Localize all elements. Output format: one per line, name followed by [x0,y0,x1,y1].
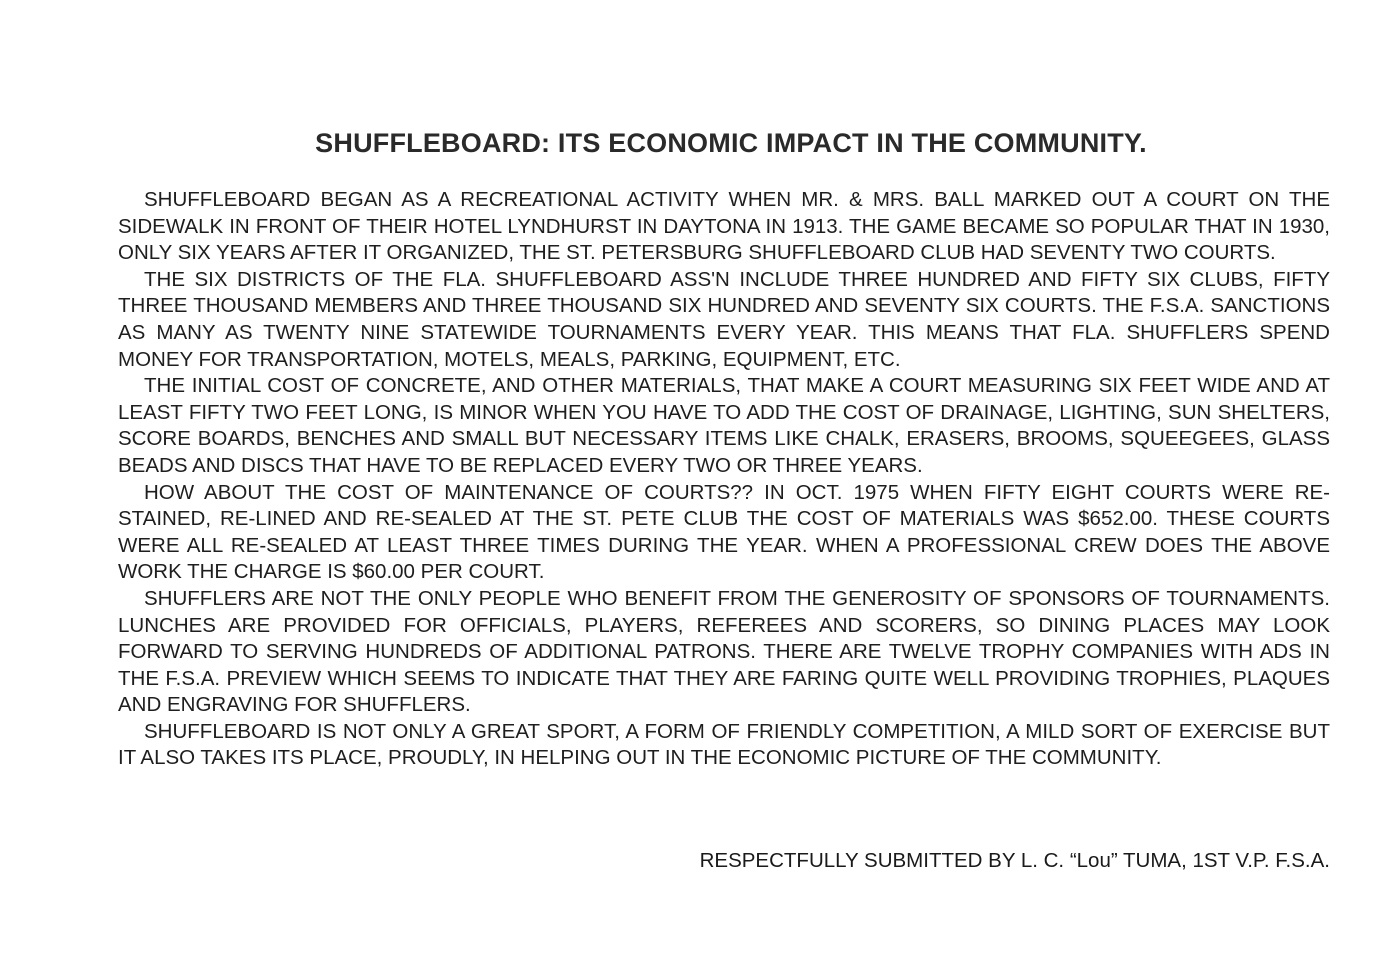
paragraph-court-costs: THE INITIAL COST OF CONCRETE, AND OTHER MATERIALS, THAT MAKE A COURT MEASURING SIX FEET WIDE AND AT LEAST FIFTY TWO FEET LONG, IS MINOR WHEN YOU HAVE TO ADD THE COST OF DRAINAGE, LIGHTING, SUN SHELTERS, SCORE BOARDS, BENCHES AND SMALL BUT NECESSARY ITEMS LIKE CHALK, ERASERS, BROOMS, SQUEEGEES, GLASS BEADS AND DISCS THAT HAVE TO BE REPLACED EVERY TWO OR THREE YEARS. [118,374,1330,477]
signature-line: RESPECTFULLY SUBMITTED BY L. C. “Lou” TUMA, 1ST V.P. F.S.A. [699,849,1330,872]
paragraph-association: THE SIX DISTRICTS OF THE FLA. SHUFFLEBOARD ASS'N INCLUDE THREE HUNDRED AND FIFTY SIX CLUBS, FIFTY THREE THOUSAND MEMBERS AND THREE THOUSAND SIX HUNDRED AND SEVENTY SIX COURTS. THE F.S.A. SANCTIONS AS MANY AS TWENTY NINE STATEWIDE TOURNAMENTS EVERY YEAR. THIS MEANS THAT FLA. SHUFFLERS SPEND MONEY FOR TRANSPORTATION, MOTELS, MEALS, PARKING, EQUIPMENT, ETC. [118,267,1330,371]
paragraph-maintenance: HOW ABOUT THE COST OF MAINTENANCE OF COURTS?? IN OCT. 1975 WHEN FIFTY EIGHT COURTS WERE RE-STAINED, RE-LINED AND RE-SEALED AT THE ST. PETE CLUB THE COST OF MATERIALS WAS $652.00. THESE COURTS WERE ALL RE-SEALED AT LEAST THREE TIMES DURING THE YEAR. WHEN A PROFESSIONAL CREW DOES THE ABOVE WORK THE CHARGE IS $60.00 PER COURT. [118,480,1330,584]
document-body [118,187,1330,772]
paragraph-conclusion: SHUFFLEBOARD IS NOT ONLY A GREAT SPORT, A FORM OF FRIENDLY COMPETITION, A MILD SORT OF EXERCISE BUT IT ALSO TAKES ITS PLACE, PROUDLY, IN HELPING OUT IN THE ECONOMIC PICTURE OF THE COMMUNITY. [118,719,1330,770]
paragraph-sponsors: SHUFFLERS ARE NOT THE ONLY PEOPLE WHO BENEFIT FROM THE GENEROSITY OF SPONSORS OF TOURNAMENTS. LUNCHES ARE PROVIDED FOR OFFICIALS, PLAYERS, REFEREES AND SCORERS, SO DINING PLACES MAY LOOK FORWARD TO SERVING HUNDREDS OF ADDITIONAL PATRONS. THERE ARE TWELVE TROPHY COMPANIES WITH ADS IN THE F.S.A. PREVIEW WHICH SEEMS TO INDICATE THAT THEY ARE FARING QUITE WELL PROVIDING TROPHIES, PLAQUES AND ENGRAVING FOR SHUFFLERS. [118,586,1330,717]
document-title: SHUFFLEBOARD: ITS ECONOMIC IMPACT IN THE COMMUNITY. [315,128,1147,158]
paragraph-history: SHUFFLEBOARD BEGAN AS A RECREATIONAL ACTIVITY WHEN MR. & MRS. BALL MARKED OUT A COURT ON THE SIDEWALK IN FRONT OF THEIR HOTEL LYNDHURST IN DAYTONA IN 1913. THE GAME BECAME SO POPULAR THAT IN 1930, ONLY SIX YEARS AFTER IT ORGANIZED, THE ST. PETERSBURG SHUFFLEBOARD CLUB HAD SEVENTY TWO COURTS. [118,188,1330,265]
